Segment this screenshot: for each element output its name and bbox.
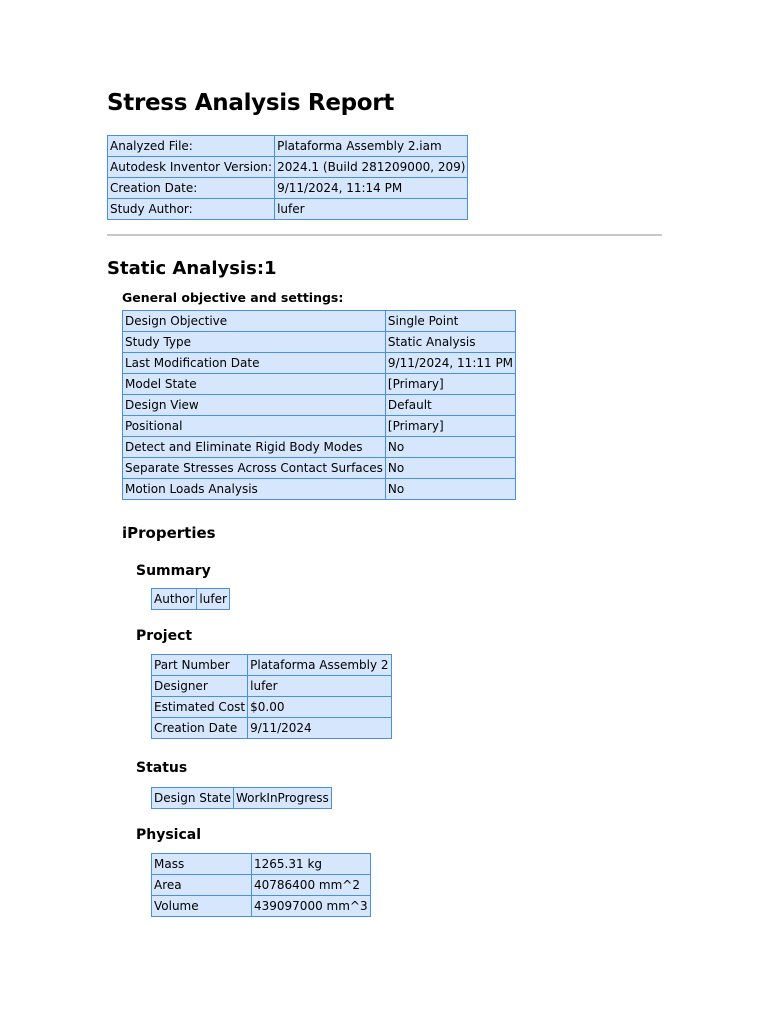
table-label: Model State [123, 374, 386, 395]
table-row [152, 875, 371, 896]
table-value: lufer [275, 199, 468, 220]
table-row [108, 157, 468, 178]
table-value: 1265.31 kg [252, 854, 371, 875]
summary-table [151, 588, 230, 610]
table-value: 40786400 mm^2 [252, 875, 371, 896]
table-label: Designer [152, 676, 248, 697]
table-value: [Primary] [385, 374, 515, 395]
table-label: Creation Date: [108, 178, 275, 199]
table-label: Last Modification Date [123, 353, 386, 374]
table-row [152, 788, 332, 809]
table-value: $0.00 [248, 697, 391, 718]
iproperties-title: iProperties [122, 524, 216, 542]
table-value: Plataforma Assembly 2 [248, 655, 391, 676]
table-row [108, 199, 468, 220]
table-row [108, 178, 468, 199]
table-row [123, 395, 516, 416]
table-row [123, 374, 516, 395]
table-label: Author [152, 589, 197, 610]
table-row [152, 718, 392, 739]
settings-heading: General objective and settings: [122, 290, 344, 305]
table-row [152, 854, 371, 875]
report-title: Stress Analysis Report [107, 90, 395, 116]
table-value: Plataforma Assembly 2.iam [275, 136, 468, 157]
table-row [123, 416, 516, 437]
table-row [123, 353, 516, 374]
physical-title: Physical [136, 827, 202, 843]
project-table [151, 654, 392, 739]
table-label: Area [152, 875, 252, 896]
table-value: WorkInProgress [234, 788, 332, 809]
table-row [123, 311, 516, 332]
table-label: Design State [152, 788, 234, 809]
table-label: Separate Stresses Across Contact Surfaces [123, 458, 386, 479]
table-value: Single Point [385, 311, 515, 332]
table-label: Study Author: [108, 199, 275, 220]
physical-table [151, 853, 371, 917]
table-label: Design View [123, 395, 386, 416]
table-row [152, 676, 392, 697]
table-label: Motion Loads Analysis [123, 479, 386, 500]
table-row [123, 332, 516, 353]
table-row [123, 437, 516, 458]
status-table [151, 787, 332, 809]
table-row [123, 479, 516, 500]
table-label: Design Objective [123, 311, 386, 332]
table-value: lufer [248, 676, 391, 697]
table-value: No [385, 458, 515, 479]
project-title: Project [136, 628, 193, 644]
table-value: No [385, 479, 515, 500]
summary-title: Summary [136, 563, 211, 579]
table-value: Static Analysis [385, 332, 515, 353]
table-row [152, 697, 392, 718]
table-label: Estimated Cost [152, 697, 248, 718]
table-value: 9/11/2024 [248, 718, 391, 739]
table-label: Analyzed File: [108, 136, 275, 157]
table-label: Volume [152, 896, 252, 917]
status-title: Status [136, 760, 188, 776]
table-value: [Primary] [385, 416, 515, 437]
table-row [152, 655, 392, 676]
file-info-table [107, 135, 468, 220]
table-value: Default [385, 395, 515, 416]
table-row [152, 589, 230, 610]
table-label: Detect and Eliminate Rigid Body Modes [123, 437, 386, 458]
table-label: Mass [152, 854, 252, 875]
table-value: 2024.1 (Build 281209000, 209) [275, 157, 468, 178]
table-label: Study Type [123, 332, 386, 353]
table-value: 439097000 mm^3 [252, 896, 371, 917]
table-label: Creation Date [152, 718, 248, 739]
table-row [108, 136, 468, 157]
table-row [152, 896, 371, 917]
table-label: Part Number [152, 655, 248, 676]
table-value: 9/11/2024, 11:14 PM [275, 178, 468, 199]
settings-table [122, 310, 516, 500]
table-value: No [385, 437, 515, 458]
table-label: Autodesk Inventor Version: [108, 157, 275, 178]
table-value: lufer [197, 589, 229, 610]
table-value: 9/11/2024, 11:11 PM [385, 353, 515, 374]
section-divider [107, 234, 662, 236]
analysis-title: Static Analysis:1 [107, 258, 277, 279]
table-label: Positional [123, 416, 386, 437]
table-row [123, 458, 516, 479]
